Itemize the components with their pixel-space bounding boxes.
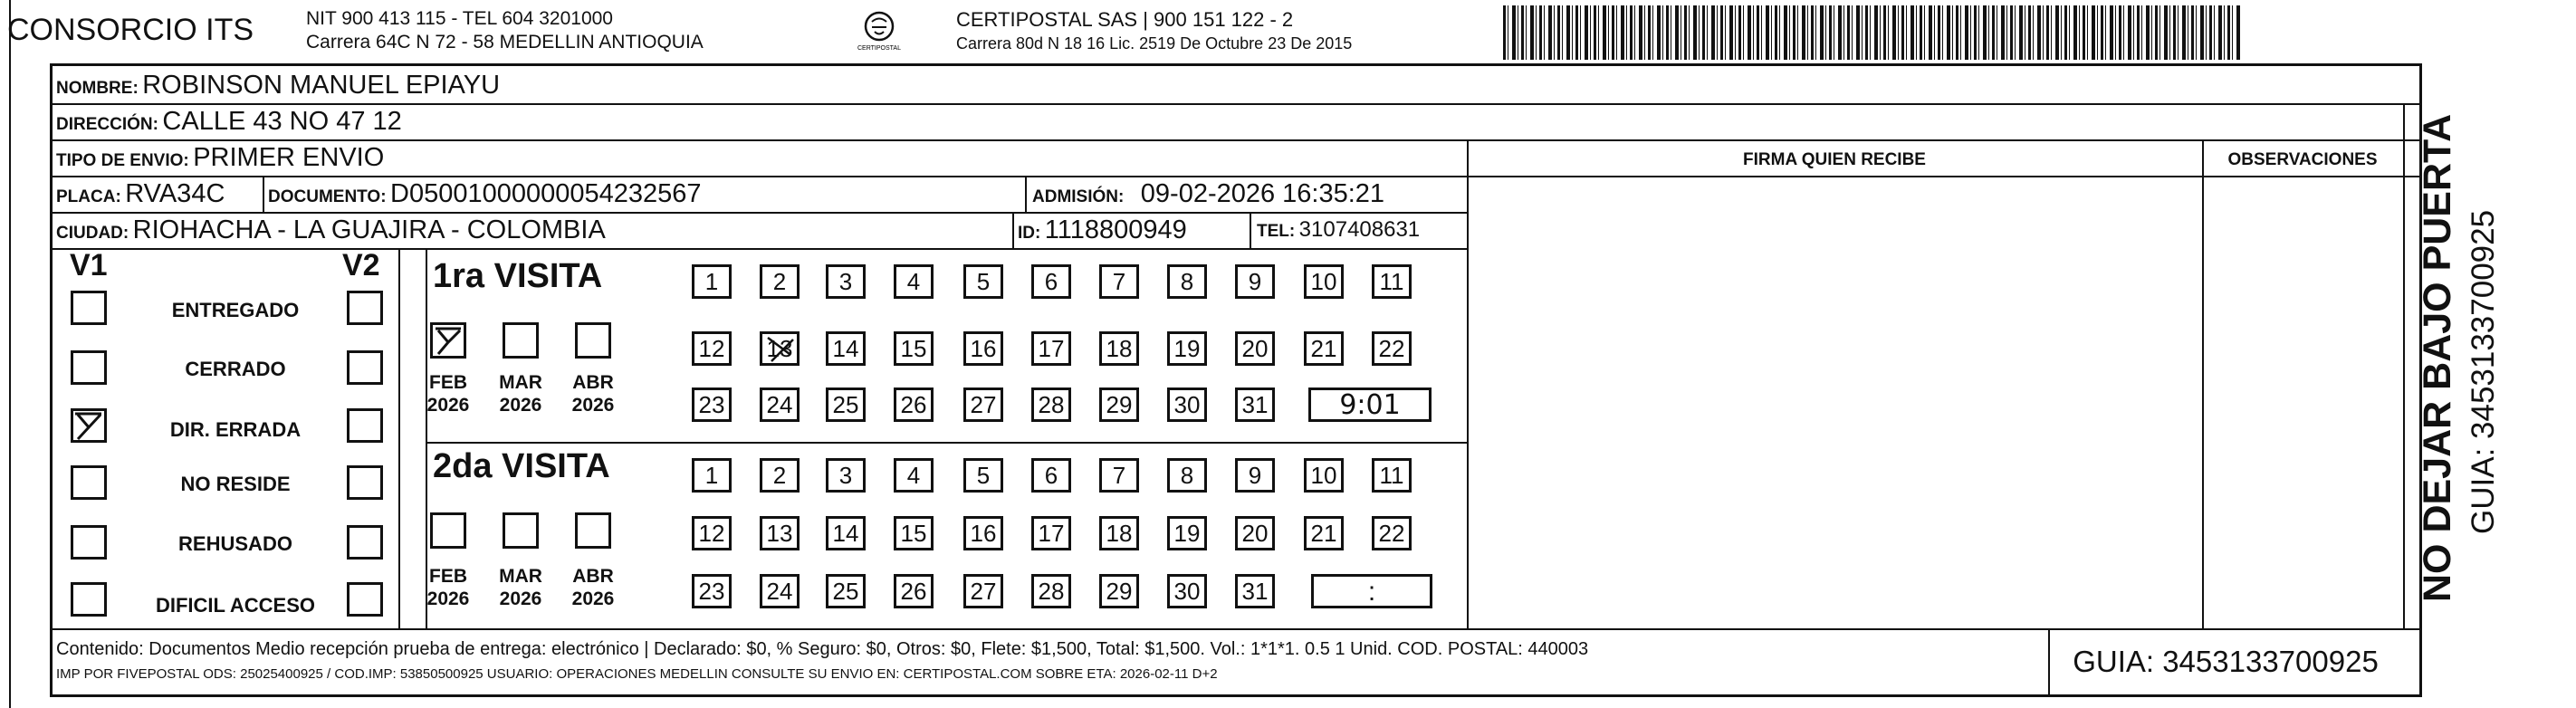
visit1-day-8[interactable] bbox=[1167, 264, 1207, 299]
day-number: 17 bbox=[1038, 335, 1065, 362]
tipo-envio-label: TIPO DE ENVIO: bbox=[56, 151, 189, 170]
day-number: 8 bbox=[1180, 268, 1194, 295]
visit1-day-20[interactable] bbox=[1235, 331, 1275, 366]
day-number: 27 bbox=[970, 391, 997, 418]
v1-month-checkbox-mar[interactable] bbox=[503, 322, 539, 359]
admision-value: 09-02-2026 16:35:21 bbox=[1140, 179, 1385, 208]
v2-month-checkbox-mar[interactable] bbox=[503, 512, 539, 549]
visit2-day-4[interactable] bbox=[894, 458, 934, 493]
visit1-day-7[interactable] bbox=[1099, 264, 1139, 299]
day-number: 2 bbox=[772, 462, 787, 489]
v2-month-checkbox-feb[interactable] bbox=[430, 512, 466, 549]
day-number: 4 bbox=[906, 268, 921, 295]
day-number: 21 bbox=[1310, 335, 1337, 362]
day-number: 30 bbox=[1173, 578, 1201, 605]
day-number: 1 bbox=[704, 462, 719, 489]
v1-month-abr: ABR 2026 bbox=[571, 372, 615, 416]
visit1-day-22[interactable] bbox=[1372, 331, 1412, 366]
v2-month-abr: ABR 2026 bbox=[571, 566, 615, 609]
direccion-value: CALLE 43 NO 47 12 bbox=[162, 107, 402, 136]
documento-label: DOCUMENTO: bbox=[268, 187, 387, 206]
v2-month-mar: MAR 2026 bbox=[499, 566, 542, 609]
status-rehusado: REHUSADO bbox=[178, 532, 292, 555]
placa-label: PLACA: bbox=[56, 187, 121, 206]
visit2-day-25[interactable] bbox=[826, 574, 866, 608]
day-number: 17 bbox=[1038, 520, 1065, 547]
side-guia-number: GUIA: 3453133700925 bbox=[2466, 209, 2501, 534]
first-visit-title: 1ra VISITA bbox=[433, 257, 603, 295]
direccion-row bbox=[56, 107, 402, 137]
day-number: 28 bbox=[1038, 578, 1065, 605]
tel-value: 3107408631 bbox=[1298, 217, 1421, 242]
day-number: 15 bbox=[900, 335, 927, 362]
day-number: 15 bbox=[900, 520, 927, 547]
ciudad-field bbox=[56, 215, 606, 245]
documento-value: D05001000000054232567 bbox=[390, 179, 702, 208]
direccion-label: DIRECCIÓN: bbox=[56, 115, 158, 134]
visit1-day-25[interactable] bbox=[826, 387, 866, 422]
day-number: 31 bbox=[1241, 578, 1269, 605]
day-number: 11 bbox=[1379, 268, 1404, 295]
visit2-day-5[interactable] bbox=[963, 458, 1003, 493]
day-number: 7 bbox=[1112, 268, 1126, 295]
ciudad-value: RIOHACHA - LA GUAJIRA - COLOMBIA bbox=[132, 215, 606, 244]
visit2-day-26[interactable] bbox=[894, 574, 934, 608]
day-number: 3 bbox=[838, 462, 853, 489]
day-number: 5 bbox=[976, 268, 991, 295]
v1-checkbox-cerrado[interactable] bbox=[71, 350, 107, 385]
day-number: 25 bbox=[832, 578, 859, 605]
second-visit-time: : bbox=[1367, 577, 1376, 607]
visit2-day-22[interactable] bbox=[1372, 516, 1412, 550]
tel-field bbox=[1257, 217, 1420, 243]
day-number: 9 bbox=[1248, 268, 1262, 295]
visit1-day-6[interactable] bbox=[1031, 264, 1071, 299]
visit1-day-2[interactable] bbox=[760, 264, 800, 299]
day-number: 5 bbox=[976, 462, 991, 489]
visit2-day-13[interactable] bbox=[760, 516, 800, 550]
visit2-day-27[interactable] bbox=[963, 574, 1003, 608]
visit1-day-29[interactable] bbox=[1099, 387, 1139, 422]
visit2-day-28[interactable] bbox=[1031, 574, 1071, 608]
day-number: 24 bbox=[766, 578, 793, 605]
day-number: 20 bbox=[1241, 520, 1269, 547]
visit2-day-19[interactable] bbox=[1167, 516, 1207, 550]
day-number: 27 bbox=[970, 578, 997, 605]
v1-month-mar: MAR 2026 bbox=[499, 372, 542, 416]
logo-text: CERTIPOSTAL bbox=[857, 45, 901, 52]
id-field bbox=[1018, 215, 1187, 245]
certipostal-line2: Carrera 80d N 18 16 Lic. 2519 De Octubre 23 De 2015 bbox=[956, 34, 1353, 53]
visit2-day-24[interactable] bbox=[760, 574, 800, 608]
day-number: 18 bbox=[1106, 335, 1133, 362]
visit1-day-27[interactable] bbox=[963, 387, 1003, 422]
handwritten-check-mark bbox=[762, 334, 799, 365]
handwritten-check-mark bbox=[73, 411, 104, 440]
day-number: 31 bbox=[1241, 391, 1269, 418]
status-dificil-acceso: DIFICIL ACCESO bbox=[155, 594, 315, 617]
admision-label: ADMISIÓN: bbox=[1032, 187, 1125, 206]
v2-checkbox-cerrado[interactable] bbox=[347, 350, 383, 385]
day-number: 29 bbox=[1106, 578, 1133, 605]
print-info: IMP POR FIVEPOSTAL ODS: 25025400925 / COD.IMP: 53850500925 USUARIO: OPERACIONES MEDELLIN CONSULTE SU ENVIO EN: CERTIPOSTAL.COM SOBRE ETA: 2026-02-11 D+2 bbox=[56, 666, 1218, 682]
v1-month-checkbox-abr[interactable] bbox=[575, 322, 611, 359]
visit2-day-3[interactable] bbox=[826, 458, 866, 493]
v2-checkbox-no-reside[interactable] bbox=[347, 465, 383, 500]
first-visit-time: 9:01 bbox=[1339, 389, 1401, 421]
visit2-day-29[interactable] bbox=[1099, 574, 1139, 608]
second-visit-title: 2da VISITA bbox=[433, 447, 610, 485]
status-dir-errada: DIR. ERRADA bbox=[169, 418, 302, 441]
visit1-day-18[interactable] bbox=[1099, 331, 1139, 366]
placa-value: RVA34C bbox=[125, 179, 225, 208]
v2-checkbox-entregado[interactable] bbox=[347, 291, 383, 325]
day-number: 22 bbox=[1378, 335, 1405, 362]
visit1-day-14[interactable] bbox=[826, 331, 866, 366]
visit1-day-3[interactable] bbox=[826, 264, 866, 299]
documento-field bbox=[268, 179, 702, 209]
day-number: 19 bbox=[1173, 335, 1201, 362]
v2-header: V2 bbox=[342, 248, 380, 282]
visit1-day-26[interactable] bbox=[894, 387, 934, 422]
handwritten-check-mark bbox=[433, 325, 464, 356]
barcode bbox=[1503, 5, 2241, 60]
day-number: 16 bbox=[970, 335, 997, 362]
day-number: 25 bbox=[832, 391, 859, 418]
visit1-day-17[interactable] bbox=[1031, 331, 1071, 366]
certipostal-line1: CERTIPOSTAL SAS | 900 151 122 - 2 bbox=[956, 8, 1294, 31]
left-edge-line bbox=[9, 0, 11, 708]
visit1-day-19[interactable] bbox=[1167, 331, 1207, 366]
v1-header: V1 bbox=[70, 248, 108, 282]
v1-month-feb: FEB 2026 bbox=[426, 372, 470, 416]
visit2-day-12[interactable] bbox=[692, 516, 732, 550]
tipo-envio-row bbox=[56, 143, 384, 173]
day-number: 16 bbox=[970, 520, 997, 547]
visit2-day-16[interactable] bbox=[963, 516, 1003, 550]
visit2-day-11[interactable] bbox=[1372, 458, 1412, 493]
nombre-value: ROBINSON MANUEL EPIAYU bbox=[142, 71, 501, 100]
visit1-day-30[interactable] bbox=[1167, 387, 1207, 422]
day-number: 14 bbox=[832, 520, 859, 547]
nombre-row bbox=[56, 71, 500, 100]
visit1-day-9[interactable] bbox=[1235, 264, 1275, 299]
day-number: 9 bbox=[1248, 462, 1262, 489]
observaciones-header: OBSERVACIONES bbox=[2227, 150, 2378, 169]
day-number: 4 bbox=[906, 462, 921, 489]
visit2-day-6[interactable] bbox=[1031, 458, 1071, 493]
day-number: 21 bbox=[1310, 520, 1337, 547]
day-number: 14 bbox=[832, 335, 859, 362]
visit1-day-13[interactable] bbox=[760, 331, 800, 366]
visit2-day-23[interactable] bbox=[692, 574, 732, 608]
v1-month-checkbox-feb[interactable] bbox=[430, 322, 466, 359]
address-line: Carrera 64C N 72 - 58 MEDELLIN ANTIOQUIA bbox=[306, 32, 704, 53]
visit1-day-1[interactable] bbox=[692, 264, 732, 299]
day-number: 10 bbox=[1310, 462, 1337, 489]
company-name: CONSORCIO ITS bbox=[7, 13, 254, 47]
day-number: 23 bbox=[698, 391, 725, 418]
day-number: 3 bbox=[838, 268, 853, 295]
day-number: 26 bbox=[900, 578, 927, 605]
no-dejar-bajo-puerta-notice: NO DEJAR BAJO PUERTA bbox=[2416, 113, 2459, 602]
visit2-day-15[interactable] bbox=[894, 516, 934, 550]
visit1-day-4[interactable] bbox=[894, 264, 934, 299]
nit-line: NIT 900 413 115 - TEL 604 3201000 bbox=[306, 8, 613, 29]
guia-number: GUIA: 3453133700925 bbox=[2073, 645, 2379, 678]
certipostal-logo bbox=[857, 9, 902, 54]
day-number: 8 bbox=[1180, 462, 1194, 489]
day-number: 12 bbox=[698, 335, 725, 362]
second-visit-time-box[interactable] bbox=[1311, 574, 1432, 608]
day-number: 26 bbox=[900, 391, 927, 418]
id-label: ID: bbox=[1018, 224, 1041, 243]
day-number: 23 bbox=[698, 578, 725, 605]
visit2-day-17[interactable] bbox=[1031, 516, 1071, 550]
first-visit-time-box[interactable] bbox=[1308, 387, 1432, 422]
v2-checkbox-dificil-acceso[interactable] bbox=[347, 582, 383, 617]
v2-checkbox-rehusado[interactable] bbox=[347, 525, 383, 560]
visit2-day-30[interactable] bbox=[1167, 574, 1207, 608]
visit1-day-15[interactable] bbox=[894, 331, 934, 366]
day-number: 1 bbox=[704, 268, 719, 295]
v1-checkbox-rehusado[interactable] bbox=[71, 525, 107, 560]
visit1-day-10[interactable] bbox=[1304, 264, 1344, 299]
visit2-day-7[interactable] bbox=[1099, 458, 1139, 493]
day-number: 6 bbox=[1044, 268, 1058, 295]
v1-checkbox-no-reside[interactable] bbox=[71, 465, 107, 500]
content-summary: Contenido: Documentos Medio recepción prueba de entrega: electrónico | Declarado: $0, % Seguro: $0, Otros: $0, Flete: $1,500, Total: $1,500. Vol.: 1*1*1. 0.5 1 Unid. COD. POSTAL: 440003 bbox=[56, 639, 1589, 659]
day-number: 11 bbox=[1379, 462, 1404, 489]
visit1-day-16[interactable] bbox=[963, 331, 1003, 366]
visit1-day-28[interactable] bbox=[1031, 387, 1071, 422]
visit2-day-14[interactable] bbox=[826, 516, 866, 550]
visit2-day-20[interactable] bbox=[1235, 516, 1275, 550]
visit1-day-5[interactable] bbox=[963, 264, 1003, 299]
visit2-day-8[interactable] bbox=[1167, 458, 1207, 493]
day-number: 7 bbox=[1112, 462, 1126, 489]
v1-checkbox-dificil-acceso[interactable] bbox=[71, 582, 107, 617]
visit2-day-31[interactable] bbox=[1235, 574, 1275, 608]
day-number: 2 bbox=[772, 268, 787, 295]
visit1-day-21[interactable] bbox=[1304, 331, 1344, 366]
v1-checkbox-dir-errada[interactable] bbox=[71, 408, 107, 443]
nombre-label: NOMBRE: bbox=[56, 79, 139, 98]
day-number: 19 bbox=[1173, 520, 1201, 547]
day-number: 12 bbox=[698, 520, 725, 547]
status-entregado: ENTREGADO bbox=[171, 299, 300, 321]
firma-header: FIRMA QUIEN RECIBE bbox=[1743, 150, 1926, 169]
day-number: 22 bbox=[1378, 520, 1405, 547]
tel-label: TEL: bbox=[1257, 222, 1296, 241]
visit1-day-24[interactable] bbox=[760, 387, 800, 422]
ciudad-label: CIUDAD: bbox=[56, 224, 129, 243]
day-number: 30 bbox=[1173, 391, 1201, 418]
visit1-day-31[interactable] bbox=[1235, 387, 1275, 422]
day-number: 18 bbox=[1106, 520, 1133, 547]
day-number: 29 bbox=[1106, 391, 1133, 418]
visit1-day-12[interactable] bbox=[692, 331, 732, 366]
visit1-day-11[interactable] bbox=[1372, 264, 1412, 299]
day-number: 20 bbox=[1241, 335, 1269, 362]
v2-checkbox-dir-errada[interactable] bbox=[347, 408, 383, 443]
day-number: 6 bbox=[1044, 462, 1058, 489]
day-number: 28 bbox=[1038, 391, 1065, 418]
visit2-day-10[interactable] bbox=[1304, 458, 1344, 493]
visit2-day-2[interactable] bbox=[760, 458, 800, 493]
visit2-day-1[interactable] bbox=[692, 458, 732, 493]
v2-month-checkbox-abr[interactable] bbox=[575, 512, 611, 549]
visit2-day-21[interactable] bbox=[1304, 516, 1344, 550]
day-number: 24 bbox=[766, 391, 793, 418]
id-value: 1118800949 bbox=[1044, 215, 1187, 244]
v2-month-feb: FEB 2026 bbox=[426, 566, 470, 609]
visit2-day-18[interactable] bbox=[1099, 516, 1139, 550]
day-number: 10 bbox=[1310, 268, 1337, 295]
admision-field bbox=[1032, 179, 1384, 209]
tipo-envio-value: PRIMER ENVIO bbox=[193, 143, 385, 172]
status-cerrado: CERRADO bbox=[185, 358, 286, 380]
day-number: 13 bbox=[766, 520, 793, 547]
placa-field bbox=[56, 179, 225, 209]
visit1-day-23[interactable] bbox=[692, 387, 732, 422]
v1-checkbox-entregado[interactable] bbox=[71, 291, 107, 325]
visit2-day-9[interactable] bbox=[1235, 458, 1275, 493]
day-number: 13 bbox=[766, 335, 793, 362]
status-no-reside: NO RESIDE bbox=[180, 473, 291, 495]
